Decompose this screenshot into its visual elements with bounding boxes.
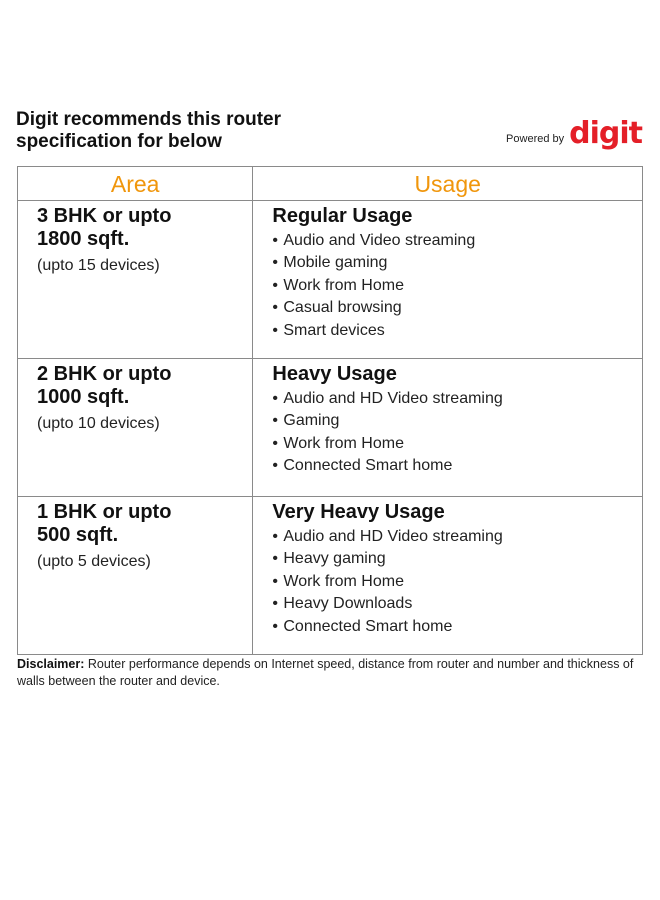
usage-cell	[253, 201, 643, 359]
area-devices: (upto 10 devices)	[37, 415, 160, 432]
powered-by-label: Powered by	[506, 133, 565, 145]
header	[16, 109, 644, 159]
area-title: 3 BHK or upto 1800 sqft.	[37, 205, 172, 250]
usage-list	[272, 388, 642, 478]
powered-by-badge	[506, 116, 642, 151]
column-header-usage: Usage	[253, 167, 643, 201]
usage-title: Heavy Usage	[272, 363, 397, 385]
usage-item: • Gaming	[272, 410, 642, 432]
area-title: 1 BHK or upto 500 sqft.	[37, 501, 172, 546]
usage-cell	[253, 359, 643, 497]
usage-item: • Mobile gaming	[272, 252, 642, 274]
table-row	[18, 359, 643, 497]
table-row	[18, 201, 643, 359]
spec-table	[17, 166, 643, 655]
area-cell	[18, 497, 253, 655]
table-header-row	[18, 167, 643, 201]
usage-title: Regular Usage	[272, 205, 413, 227]
usage-item: • Work from Home	[272, 571, 642, 593]
area-devices: (upto 5 devices)	[37, 553, 151, 570]
usage-item: • Heavy Downloads	[272, 593, 642, 615]
digit-logo: digit	[569, 116, 642, 151]
usage-item: • Audio and HD Video streaming	[272, 388, 642, 410]
usage-item: • Audio and Video streaming	[272, 230, 642, 252]
usage-item: • Work from Home	[272, 275, 642, 297]
area-cell	[18, 201, 253, 359]
usage-list	[272, 526, 642, 638]
page-title: Digit recommends this router specification for below	[16, 109, 281, 152]
table-row	[18, 497, 643, 655]
usage-list	[272, 230, 642, 342]
usage-item: • Heavy gaming	[272, 548, 642, 570]
usage-item: • Audio and HD Video streaming	[272, 526, 642, 548]
column-header-area: Area	[18, 167, 253, 201]
usage-title: Very Heavy Usage	[272, 501, 445, 523]
area-title: 2 BHK or upto 1000 sqft.	[37, 363, 172, 408]
usage-item: • Casual browsing	[272, 297, 642, 319]
usage-cell	[253, 497, 643, 655]
disclaimer-label: Disclaimer:	[17, 657, 85, 671]
usage-item: • Connected Smart home	[272, 616, 642, 638]
disclaimer-text: Router performance depends on Internet speed, distance from router and number and thickness of walls between the router and device.	[17, 657, 634, 688]
disclaimer	[17, 656, 647, 689]
usage-item: • Connected Smart home	[272, 455, 642, 477]
area-devices: (upto 15 devices)	[37, 257, 160, 274]
area-cell	[18, 359, 253, 497]
usage-item: • Smart devices	[272, 320, 642, 342]
usage-item: • Work from Home	[272, 433, 642, 455]
